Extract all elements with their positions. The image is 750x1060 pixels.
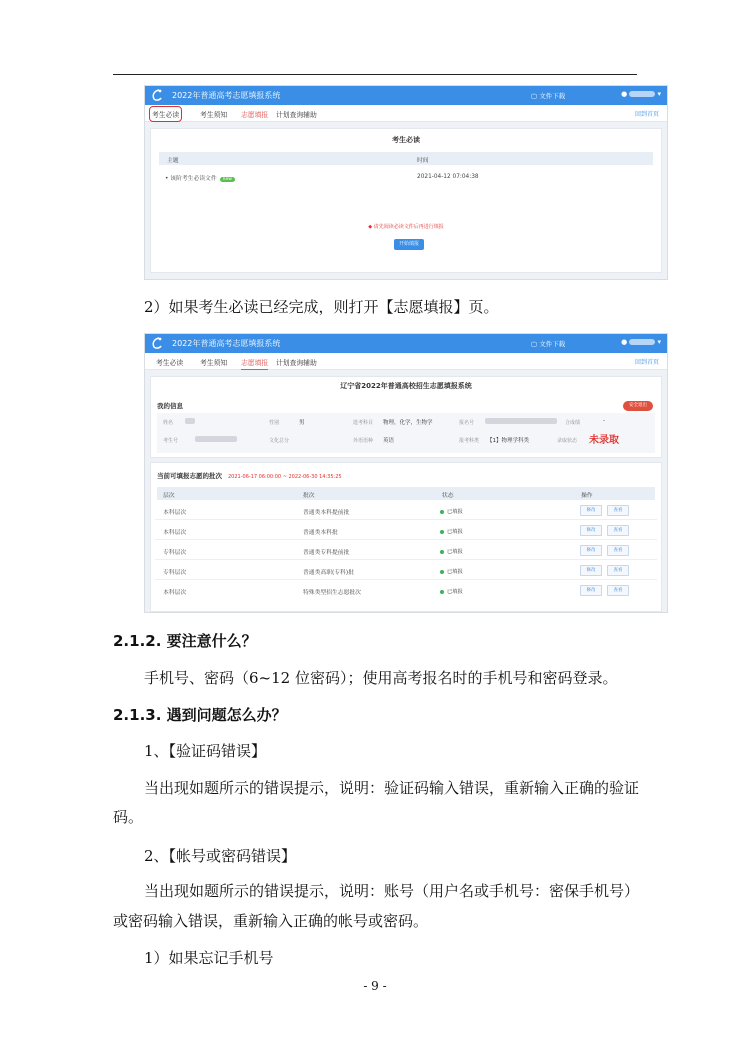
label-subjects: 选考科目 xyxy=(353,420,374,426)
col-ops: 操作 xyxy=(581,493,593,499)
label-reg-no: 报名号 xyxy=(459,420,475,426)
info-panel xyxy=(150,376,662,458)
col-subject: 主题 xyxy=(167,158,179,164)
app-logo-icon xyxy=(150,88,164,102)
fill-button[interactable]: 修改 xyxy=(580,505,602,516)
app-topbar xyxy=(145,334,667,353)
paragraph-1: 2）如果考生必读已经完成，则打开【志愿填报】页。 xyxy=(144,298,499,316)
tab-fill[interactable]: 志愿填报 xyxy=(241,111,269,119)
row-divider xyxy=(155,519,657,520)
heading-2-1-3: 2.1.3. 遇到问题怎么办？ xyxy=(113,706,287,724)
label-culture-score: 文化总分 xyxy=(269,438,290,444)
paragraph-6a: 当出现如题所示的错误提示，说明：账号（用户名或手机号：密保手机号） xyxy=(144,882,640,900)
nav-tabs xyxy=(145,353,667,370)
batch-row-batch: 特殊类型招生志愿批次 xyxy=(303,590,361,596)
batch-heading xyxy=(157,471,342,480)
return-home-link[interactable]: 回到首页 xyxy=(634,111,659,118)
user-menu[interactable]: ● ▾ xyxy=(621,338,661,346)
batch-row-level: 本科层次 xyxy=(163,530,187,536)
tab-plan-query[interactable]: 计划查询辅助 xyxy=(276,111,317,119)
batch-row-level: 本科层次 xyxy=(163,590,187,596)
label-name: 姓名 xyxy=(163,420,174,426)
batch-panel xyxy=(150,462,662,612)
view-button[interactable]: 查看 xyxy=(607,585,629,596)
paragraph-4a: 当出现如题所示的错误提示，说明：验证码输入错误，重新输入正确的验证 xyxy=(144,779,640,797)
screenshot-must-read xyxy=(144,85,668,280)
app-title: 2022年普通高考志愿填报系统 xyxy=(172,91,281,100)
batch-row-status xyxy=(440,587,463,595)
batch-row-status-text: 已填报 xyxy=(447,569,463,575)
batch-row-status-text: 已填报 xyxy=(447,509,463,515)
label-gender: 性别 xyxy=(269,420,280,426)
batch-table-header xyxy=(157,487,655,500)
app-logo-icon xyxy=(150,336,164,350)
tab-notice[interactable]: 考生须知 xyxy=(200,359,228,367)
system-title: 辽宁省2022年普通高校招生志愿填报系统 xyxy=(340,382,472,390)
col-time: 时间 xyxy=(417,158,429,164)
tab-plan-query[interactable]: 计划查询辅助 xyxy=(276,359,317,367)
redacted-exam-no xyxy=(195,436,237,442)
user-menu[interactable]: ● ▾ xyxy=(621,90,661,98)
value-total: - xyxy=(603,418,605,424)
view-button[interactable]: 查看 xyxy=(607,545,629,556)
paragraph-7: 1）如果忘记手机号 xyxy=(144,949,274,967)
row-divider xyxy=(155,539,657,540)
safe-exit-button[interactable]: 安全退出 xyxy=(623,401,653,411)
row-subject: • 该阶考生必读文件 xyxy=(165,176,217,182)
admission-status: 未录取 xyxy=(589,435,619,446)
col-level: 层次 xyxy=(163,493,175,499)
heading-2-1-2: 2.1.2. 要注意什么？ xyxy=(113,632,257,650)
fill-button[interactable]: 修改 xyxy=(580,545,602,556)
batch-row-level: 专科层次 xyxy=(163,550,187,556)
label-language: 外语语种 xyxy=(353,438,374,444)
value-subjects: 物理，化学，生物学 xyxy=(383,420,433,426)
paragraph-3: 1、【验证码错误】 xyxy=(144,742,267,760)
fill-button[interactable]: 修改 xyxy=(580,525,602,536)
batch-row-status xyxy=(440,567,463,575)
tab-fill[interactable]: 志愿填报 xyxy=(241,357,268,370)
header-rule xyxy=(113,74,637,75)
tab-must-read[interactable]: 考生必读 xyxy=(156,359,184,367)
batch-row-batch: 普通类专科提前批 xyxy=(303,550,350,556)
batch-row-status-text: 已填报 xyxy=(447,529,463,535)
batch-row-status xyxy=(440,547,463,555)
value-language: 英语 xyxy=(383,438,395,444)
label-total: 合成绩 xyxy=(565,420,581,426)
nav-tabs xyxy=(145,105,667,122)
user-icon: ● xyxy=(621,90,628,98)
user-icon: ● xyxy=(621,338,628,346)
fill-button[interactable]: 修改 xyxy=(580,565,602,576)
value-category: 【1】物理学科类 xyxy=(487,438,529,444)
table-row[interactable] xyxy=(165,173,235,182)
fill-button[interactable]: 修改 xyxy=(580,585,602,596)
paragraph-6b: 或密码输入错误，重新输入正确的帐号或密码。 xyxy=(113,912,429,930)
view-button[interactable]: 查看 xyxy=(607,505,629,516)
tab-must-read[interactable]: 考生必读 xyxy=(152,111,180,119)
app-title: 2022年普通高考志愿填报系统 xyxy=(172,339,281,348)
col-batch: 批次 xyxy=(303,493,315,499)
status-dot-icon xyxy=(440,570,444,574)
status-dot-icon xyxy=(440,530,444,534)
batch-row-status-text: 已填报 xyxy=(447,549,463,555)
table-header xyxy=(159,152,653,165)
must-read-panel xyxy=(150,128,662,273)
batch-row-batch: 普通类本科批 xyxy=(303,530,338,536)
value-gender: 男 xyxy=(299,420,305,426)
row-divider xyxy=(155,559,657,560)
batch-row-batch: 普通类本科提前批 xyxy=(303,510,350,516)
row-divider xyxy=(155,579,657,580)
label-exam-no: 考生号 xyxy=(163,438,179,444)
batch-dates: 2021-06-17 06:00:00 ~ 2022-06-30 14:35:25 xyxy=(228,474,342,480)
status-dot-icon xyxy=(440,510,444,514)
batch-row-status xyxy=(440,527,463,535)
start-fill-button[interactable]: 开始填报 xyxy=(394,239,424,250)
label-category: 报考科类 xyxy=(459,438,480,444)
view-button[interactable]: 查看 xyxy=(607,565,629,576)
paragraph-2: 手机号、密码（6~12 位密码）；使用高考报名时的手机号和密码登录。 xyxy=(144,669,618,687)
my-info-heading: 我的信息 xyxy=(157,402,183,410)
row-time: 2021-04-12 07:04:38 xyxy=(417,174,479,180)
label-admission: 录取状态 xyxy=(557,438,578,444)
batch-row-status-text: 已填报 xyxy=(447,589,463,595)
screenshot-fill xyxy=(144,333,668,613)
redacted-name xyxy=(185,418,195,424)
return-home-link[interactable]: 回到首页 xyxy=(634,359,659,366)
paragraph-5: 2、【帐号或密码错误】 xyxy=(144,847,297,865)
notice-text: ◆ 请先阅读必读文件后再进行填报 xyxy=(368,224,444,230)
panel-title: 考生必读 xyxy=(392,136,420,144)
redacted-reg-no xyxy=(485,418,557,424)
tab-notice[interactable]: 考生须知 xyxy=(200,111,228,119)
new-badge: new xyxy=(220,177,235,182)
batch-row-status xyxy=(440,507,463,515)
app-topbar xyxy=(145,86,667,105)
view-button[interactable]: 查看 xyxy=(607,525,629,536)
status-dot-icon xyxy=(440,590,444,594)
batch-row-batch: 普通类高职(专科)批 xyxy=(303,570,354,576)
file-download-link[interactable]: ▢ 文件下载 xyxy=(531,340,566,348)
status-dot-icon xyxy=(440,550,444,554)
col-status: 状态 xyxy=(442,493,454,499)
page-number: - 9 - xyxy=(363,979,387,993)
info-grid xyxy=(157,413,655,453)
batch-heading-text: 当前可填报志愿的批次 xyxy=(157,472,222,480)
file-download-link[interactable]: ▢ 文件下载 xyxy=(531,92,566,100)
batch-row-level: 专科层次 xyxy=(163,570,187,576)
paragraph-4b: 码。 xyxy=(113,808,144,826)
batch-row-level: 本科层次 xyxy=(163,510,187,516)
